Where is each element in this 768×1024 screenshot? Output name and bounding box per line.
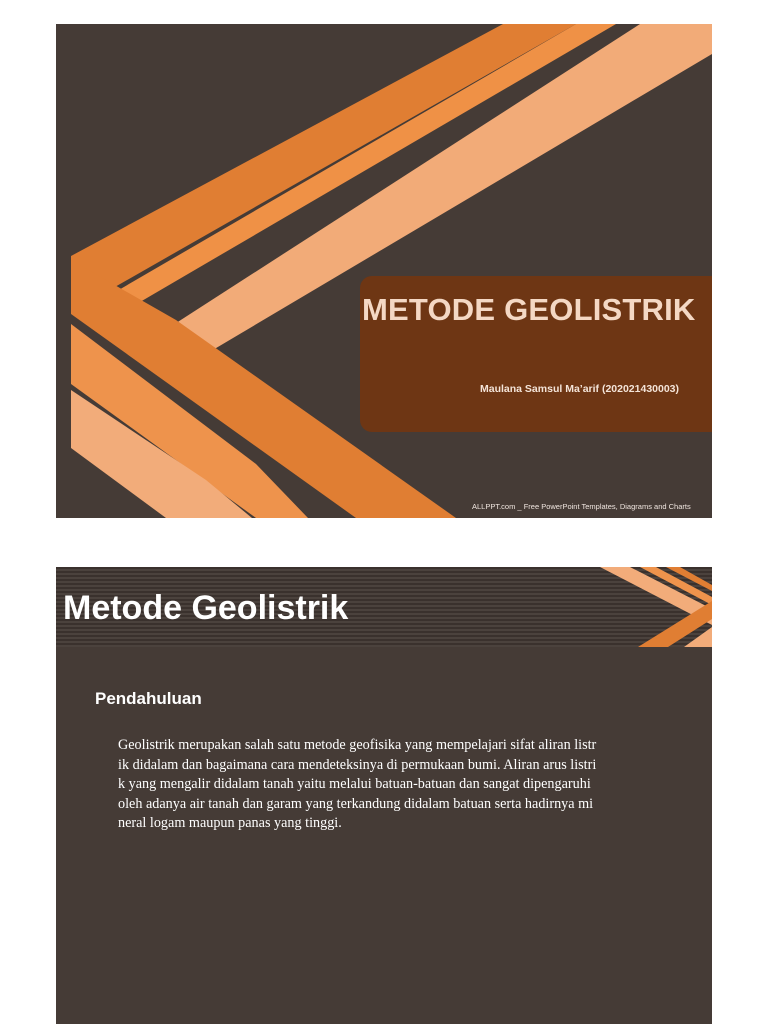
decorative-stripes — [56, 24, 712, 518]
body-line: oleh adanya air tanah dan garam yang terkandung didalam batuan serta hadirnya mi — [118, 795, 594, 812]
template-footer: ALLPPT.com _ Free PowerPoint Templates, Diagrams and Charts — [472, 502, 691, 511]
body-line: Geolistrik merupakan salah satu metode geofisika yang mempelajari sifat aliran listr — [118, 737, 597, 753]
author-line: Maulana Samsul Ma’arif (202021430003) — [480, 383, 680, 395]
body-line: ik didalam dan bagaimana cara mendeteksinya di permukaan bumi. Aliran arus listri — [118, 756, 597, 773]
body-line: k yang mengalir didalam tanah yaitu melalui batuan-batuan dan sangat dipengaruhi — [118, 776, 591, 792]
corner-stripes — [596, 567, 712, 647]
content-slide — [56, 567, 712, 1024]
title-slide — [56, 24, 712, 518]
body-line: neral logam maupun panas yang tinggi. — [118, 815, 342, 831]
slide-title: METODE GEOLISTRIK — [362, 292, 696, 327]
stripe-upper-mid — [74, 24, 616, 316]
slide-title: Metode Geolistrik — [63, 589, 349, 627]
body-paragraph — [118, 736, 678, 834]
section-heading: Pendahuluan — [95, 689, 202, 708]
